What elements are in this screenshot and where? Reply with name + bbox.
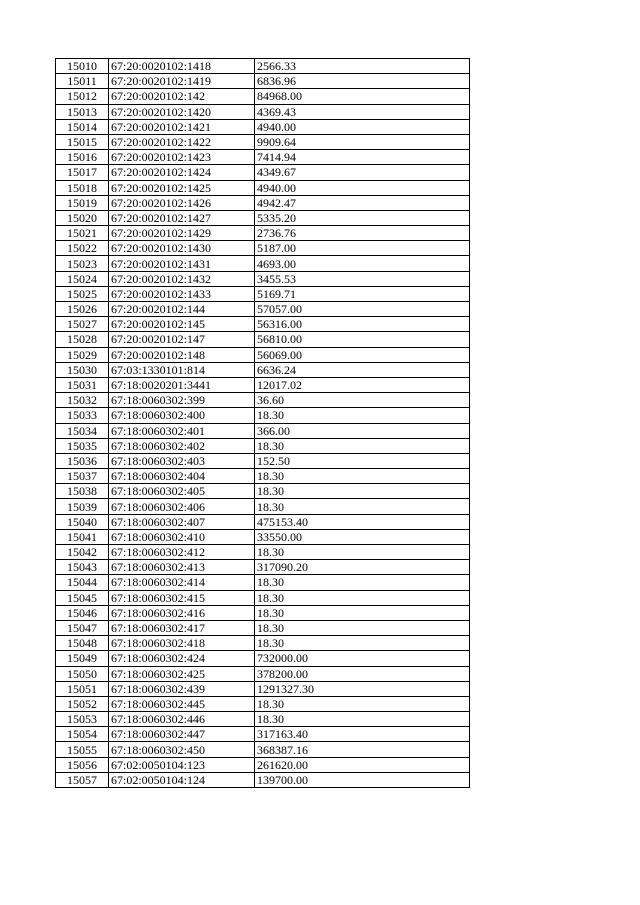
- cadastral-number: 67:18:0060302:414: [109, 575, 255, 590]
- cadastral-number: 67:18:0060302:399: [109, 393, 255, 408]
- value-cell: 2566.33: [255, 59, 470, 74]
- row-number: 15052: [56, 696, 109, 711]
- value-cell: 261620.00: [255, 757, 470, 772]
- value-cell: 84968.00: [255, 89, 470, 104]
- row-number: 15037: [56, 469, 109, 484]
- value-cell: 4940.00: [255, 180, 470, 195]
- cadastral-number: 67:18:0060302:412: [109, 545, 255, 560]
- cadastral-number: 67:20:0020102:1422: [109, 134, 255, 149]
- row-number: 15057: [56, 772, 109, 787]
- cadastral-number: 67:18:0060302:445: [109, 696, 255, 711]
- value-cell: 1291327.30: [255, 681, 470, 696]
- cadastral-number: 67:18:0060302:401: [109, 423, 255, 438]
- cadastral-number: 67:20:0020102:1425: [109, 180, 255, 195]
- row-number: 15017: [56, 165, 109, 180]
- table-row: [56, 529, 470, 544]
- value-cell: 475153.40: [255, 514, 470, 529]
- row-number: 15049: [56, 651, 109, 666]
- cadastral-number: 67:20:0020102:1418: [109, 59, 255, 74]
- value-cell: 56810.00: [255, 332, 470, 347]
- row-number: 15016: [56, 150, 109, 165]
- row-number: 15026: [56, 302, 109, 317]
- table-row: [56, 772, 470, 787]
- value-cell: 4940.00: [255, 119, 470, 134]
- cadastral-number: 67:18:0060302:439: [109, 681, 255, 696]
- cadastral-number: 67:18:0060302:418: [109, 636, 255, 651]
- row-number: 15013: [56, 104, 109, 119]
- row-number: 15055: [56, 742, 109, 757]
- value-cell: 18.30: [255, 696, 470, 711]
- row-number: 15020: [56, 210, 109, 225]
- row-number: 15042: [56, 545, 109, 560]
- row-number: 15040: [56, 514, 109, 529]
- cadastral-number: 67:18:0060302:447: [109, 727, 255, 742]
- value-cell: 317090.20: [255, 560, 470, 575]
- cadastral-number: 67:20:0020102:1426: [109, 195, 255, 210]
- value-cell: 56316.00: [255, 317, 470, 332]
- table-row: [56, 59, 470, 74]
- value-cell: 2736.76: [255, 226, 470, 241]
- row-number: 15028: [56, 332, 109, 347]
- cadastral-number: 67:18:0060302:403: [109, 453, 255, 468]
- cadastral-number: 67:02:0050104:123: [109, 757, 255, 772]
- table-row: [56, 134, 470, 149]
- table-row: [56, 119, 470, 134]
- row-number: 15046: [56, 605, 109, 620]
- cadastral-number: 67:20:0020102:147: [109, 332, 255, 347]
- row-number: 15039: [56, 499, 109, 514]
- value-cell: 152.50: [255, 453, 470, 468]
- value-cell: 317163.40: [255, 727, 470, 742]
- cadastral-number: 67:20:0020102:1430: [109, 241, 255, 256]
- cadastral-number: 67:20:0020102:1431: [109, 256, 255, 271]
- value-cell: 139700.00: [255, 772, 470, 787]
- value-cell: 7414.94: [255, 150, 470, 165]
- value-cell: 5187.00: [255, 241, 470, 256]
- cadastral-number: 67:18:0060302:425: [109, 666, 255, 681]
- value-cell: 4349.67: [255, 165, 470, 180]
- row-number: 15014: [56, 119, 109, 134]
- table-row: [56, 256, 470, 271]
- row-number: 15015: [56, 134, 109, 149]
- cadastral-number: 67:20:0020102:1427: [109, 210, 255, 225]
- row-number: 15024: [56, 271, 109, 286]
- table-row: [56, 408, 470, 423]
- row-number: 15031: [56, 377, 109, 392]
- row-number: 15054: [56, 727, 109, 742]
- value-cell: 18.30: [255, 575, 470, 590]
- row-number: 15029: [56, 347, 109, 362]
- table-row: [56, 469, 470, 484]
- value-cell: 4369.43: [255, 104, 470, 119]
- value-cell: 18.30: [255, 590, 470, 605]
- cadastral-number: 67:18:0060302:450: [109, 742, 255, 757]
- value-cell: 57057.00: [255, 302, 470, 317]
- cadastral-number: 67:20:0020102:1424: [109, 165, 255, 180]
- table-row: [56, 104, 470, 119]
- row-number: 15043: [56, 560, 109, 575]
- cadastral-number: 67:18:0060302:424: [109, 651, 255, 666]
- table-row: [56, 165, 470, 180]
- cadastral-number: 67:20:0020102:1419: [109, 74, 255, 89]
- value-cell: 18.30: [255, 620, 470, 635]
- cadastral-number: 67:20:0020102:1420: [109, 104, 255, 119]
- row-number: 15019: [56, 195, 109, 210]
- row-number: 15047: [56, 620, 109, 635]
- value-cell: 36.60: [255, 393, 470, 408]
- table-row: [56, 560, 470, 575]
- row-number: 15051: [56, 681, 109, 696]
- cadastral-table: [55, 58, 470, 788]
- cadastral-number: 67:18:0060302:404: [109, 469, 255, 484]
- row-number: 15035: [56, 438, 109, 453]
- table-row: [56, 499, 470, 514]
- row-number: 15053: [56, 712, 109, 727]
- table-row: [56, 89, 470, 104]
- table-row: [56, 651, 470, 666]
- row-number: 15030: [56, 362, 109, 377]
- row-number: 15012: [56, 89, 109, 104]
- row-number: 15056: [56, 757, 109, 772]
- value-cell: 6836.96: [255, 74, 470, 89]
- table-row: [56, 74, 470, 89]
- row-number: 15033: [56, 408, 109, 423]
- table-row: [56, 317, 470, 332]
- table-row: [56, 362, 470, 377]
- row-number: 15010: [56, 59, 109, 74]
- cadastral-number: 67:18:0060302:446: [109, 712, 255, 727]
- table-row: [56, 696, 470, 711]
- row-number: 15025: [56, 286, 109, 301]
- value-cell: 368387.16: [255, 742, 470, 757]
- cadastral-number: 67:18:0060302:413: [109, 560, 255, 575]
- table-row: [56, 286, 470, 301]
- cadastral-number: 67:20:0020102:1421: [109, 119, 255, 134]
- table-row: [56, 180, 470, 195]
- row-number: 15023: [56, 256, 109, 271]
- table-row: [56, 636, 470, 651]
- cadastral-number: 67:20:0020102:1429: [109, 226, 255, 241]
- row-number: 15027: [56, 317, 109, 332]
- value-cell: 33550.00: [255, 529, 470, 544]
- table-row: [56, 210, 470, 225]
- cadastral-number: 67:20:0020102:145: [109, 317, 255, 332]
- table-row: [56, 666, 470, 681]
- table-row: [56, 484, 470, 499]
- cadastral-number: 67:18:0060302:416: [109, 605, 255, 620]
- value-cell: 18.30: [255, 438, 470, 453]
- table-row: [56, 241, 470, 256]
- row-number: 15011: [56, 74, 109, 89]
- cadastral-number: 67:20:0020102:148: [109, 347, 255, 362]
- row-number: 15018: [56, 180, 109, 195]
- cadastral-number: 67:20:0020102:1432: [109, 271, 255, 286]
- row-number: 15044: [56, 575, 109, 590]
- value-cell: 6636.24: [255, 362, 470, 377]
- value-cell: 9909.64: [255, 134, 470, 149]
- row-number: 15021: [56, 226, 109, 241]
- table-row: [56, 332, 470, 347]
- cadastral-number: 67:18:0060302:407: [109, 514, 255, 529]
- cadastral-number: 67:20:0020102:142: [109, 89, 255, 104]
- cadastral-number: 67:20:0020102:1433: [109, 286, 255, 301]
- cadastral-number: 67:18:0060302:410: [109, 529, 255, 544]
- value-cell: 5335.20: [255, 210, 470, 225]
- row-number: 15038: [56, 484, 109, 499]
- table-row: [56, 712, 470, 727]
- cadastral-number: 67:02:0050104:124: [109, 772, 255, 787]
- table-row: [56, 150, 470, 165]
- table-row: [56, 742, 470, 757]
- table-row: [56, 590, 470, 605]
- value-cell: 5169.71: [255, 286, 470, 301]
- cadastral-number: 67:18:0060302:402: [109, 438, 255, 453]
- cadastral-number: 67:18:0060302:400: [109, 408, 255, 423]
- table-row: [56, 757, 470, 772]
- value-cell: 4942.47: [255, 195, 470, 210]
- table-row: [56, 545, 470, 560]
- table-row: [56, 727, 470, 742]
- cadastral-number: 67:18:0060302:406: [109, 499, 255, 514]
- table-row: [56, 271, 470, 286]
- table-body: [56, 59, 470, 788]
- row-number: 15048: [56, 636, 109, 651]
- value-cell: 56069.00: [255, 347, 470, 362]
- table-row: [56, 681, 470, 696]
- row-number: 15050: [56, 666, 109, 681]
- value-cell: 18.30: [255, 408, 470, 423]
- table-row: [56, 438, 470, 453]
- table-row: [56, 514, 470, 529]
- table-row: [56, 226, 470, 241]
- cadastral-number: 67:18:0060302:417: [109, 620, 255, 635]
- row-number: 15045: [56, 590, 109, 605]
- cadastral-number: 67:03:1330101:814: [109, 362, 255, 377]
- row-number: 15022: [56, 241, 109, 256]
- value-cell: 18.30: [255, 605, 470, 620]
- cadastral-number: 67:18:0060302:405: [109, 484, 255, 499]
- table-row: [56, 605, 470, 620]
- row-number: 15034: [56, 423, 109, 438]
- row-number: 15036: [56, 453, 109, 468]
- table-row: [56, 347, 470, 362]
- row-number: 15032: [56, 393, 109, 408]
- value-cell: 4693.00: [255, 256, 470, 271]
- cadastral-number: 67:20:0020102:144: [109, 302, 255, 317]
- value-cell: 18.30: [255, 499, 470, 514]
- table-row: [56, 453, 470, 468]
- value-cell: 18.30: [255, 469, 470, 484]
- value-cell: 18.30: [255, 712, 470, 727]
- cadastral-number: 67:20:0020102:1423: [109, 150, 255, 165]
- value-cell: 3455.53: [255, 271, 470, 286]
- value-cell: 18.30: [255, 545, 470, 560]
- row-number: 15041: [56, 529, 109, 544]
- table-row: [56, 195, 470, 210]
- cadastral-number: 67:18:0060302:415: [109, 590, 255, 605]
- value-cell: 18.30: [255, 484, 470, 499]
- value-cell: 732000.00: [255, 651, 470, 666]
- table-row: [56, 423, 470, 438]
- value-cell: 378200.00: [255, 666, 470, 681]
- value-cell: 12017.02: [255, 377, 470, 392]
- table-row: [56, 377, 470, 392]
- value-cell: 18.30: [255, 636, 470, 651]
- value-cell: 366.00: [255, 423, 470, 438]
- table-row: [56, 393, 470, 408]
- table-row: [56, 620, 470, 635]
- table-row: [56, 302, 470, 317]
- cadastral-number: 67:18:0020201:3441: [109, 377, 255, 392]
- table-row: [56, 575, 470, 590]
